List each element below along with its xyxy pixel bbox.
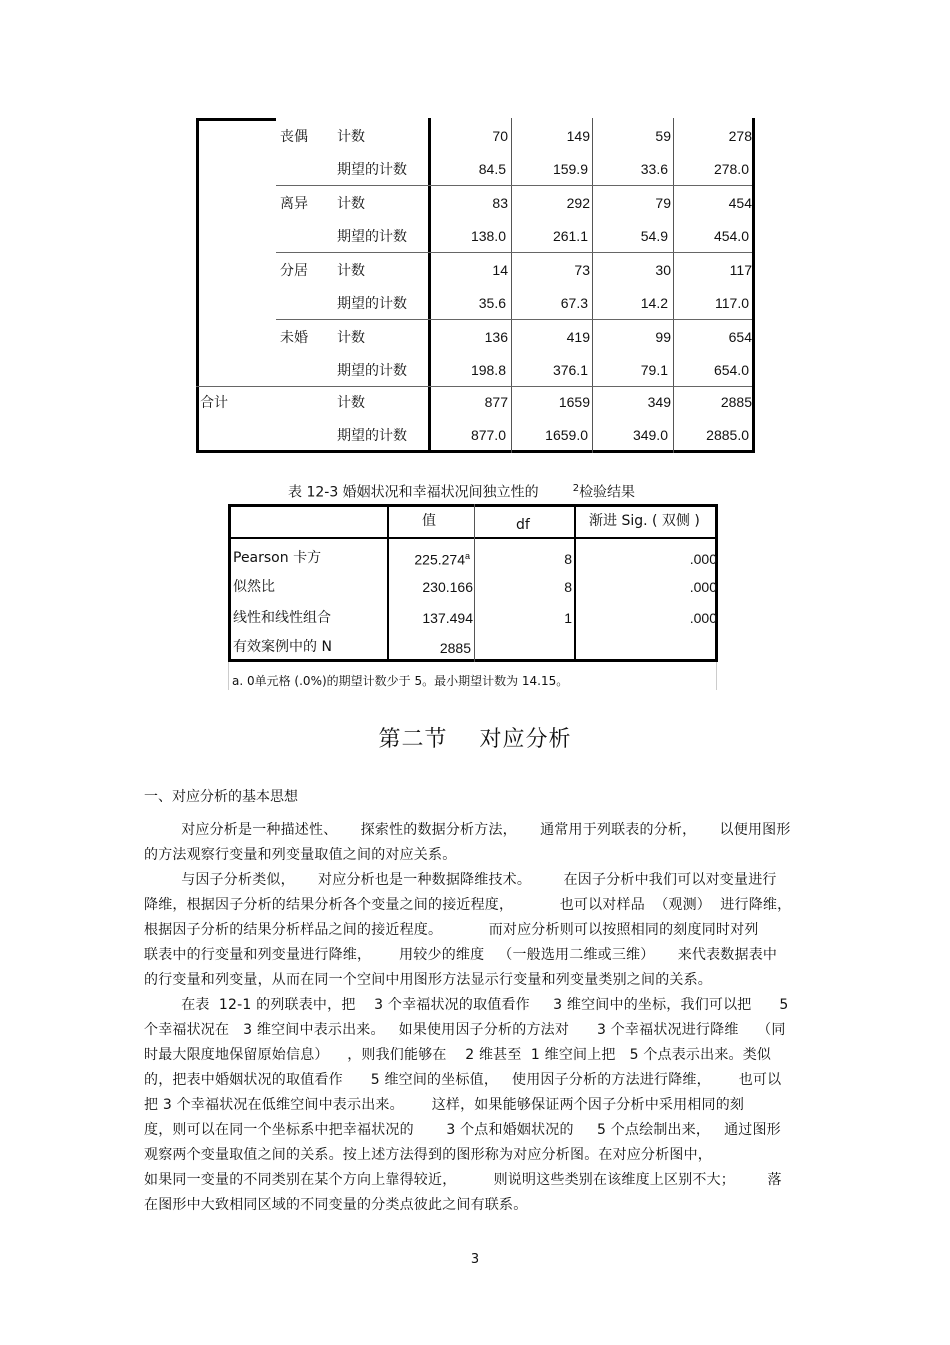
count-label: 计数 bbox=[337, 330, 365, 346]
stat-label: 线性和线性组合 bbox=[233, 610, 331, 626]
stat-label: 似然比 bbox=[233, 579, 275, 595]
table-cell: 35.6 bbox=[478, 295, 506, 311]
stat-value: 2885 bbox=[439, 640, 471, 656]
table-cell: 278 bbox=[728, 128, 752, 144]
table-bottom-rule bbox=[196, 450, 755, 453]
table-cell: 419 bbox=[566, 329, 590, 345]
table-cell: 877 bbox=[484, 394, 508, 410]
total-label: 合计 bbox=[200, 395, 228, 411]
text-line: 在表 12-1 的列联表中，把 3 个幸福状况的取值看作 3 维空间中的坐标，我们可以把 5 bbox=[144, 997, 789, 1013]
table-left-rule bbox=[196, 118, 199, 453]
table-cell: 1659.0 bbox=[545, 427, 588, 443]
expected-label: 期望的计数 bbox=[337, 428, 407, 444]
table-cell: 14.2 bbox=[640, 295, 668, 311]
section-title: 第二节 对应分析 bbox=[378, 727, 572, 752]
table-cell: 79 bbox=[655, 195, 671, 211]
table-cell: 33.6 bbox=[640, 161, 668, 177]
table-cell: 67.3 bbox=[560, 295, 588, 311]
text-line: 的方法观察行变量和列变量取值之间的对应关系。 bbox=[144, 847, 457, 863]
table-footnote: a. 0单元格 (.0%)的期望计数少于 5。最小期望计数为 14.15。 bbox=[232, 674, 569, 688]
text-line: 个幸福状况在 3 维空间中表示出来。 如果使用因子分析的方法对 3 个幸福状况进行降维 （同 bbox=[144, 1022, 786, 1038]
table-cell: 84.5 bbox=[478, 161, 506, 177]
caption-text: 表 12-3 婚姻状况和幸福状况间独立性的 bbox=[288, 484, 539, 501]
text-line: 的行变量和列变量，从而在同一个空间中用图形方法显示行变量和列变量类别之间的关系。 bbox=[144, 972, 712, 988]
footnote-marker: a bbox=[464, 551, 470, 561]
caption-superscript: 2 bbox=[572, 483, 580, 494]
table-cell: 117 bbox=[729, 262, 752, 278]
table-cell: 278.0 bbox=[713, 161, 749, 177]
row-group-label: 分居 bbox=[280, 263, 308, 279]
stat-df: 1 bbox=[564, 610, 572, 626]
text-line: 对应分析是一种描述性、 探索性的数据分析方法， 通常用于列联表的分析， 以便用图形 bbox=[144, 822, 791, 838]
table-cell: 654 bbox=[728, 329, 752, 345]
table-cell: 376.1 bbox=[552, 362, 588, 378]
text-line: 时最大限度地保留原始信息） ，则我们能够在 2 维甚至 1 维空间上把 5 个点表示出来。类似 bbox=[144, 1047, 772, 1063]
table-cell: 261.1 bbox=[552, 228, 588, 244]
table-caption bbox=[288, 480, 635, 502]
text-line: 联表中的行变量和列变量进行降维， 用较少的维度 （一般选用二维或三维） 来代表数据表中 bbox=[144, 947, 778, 963]
table-cell: 2885.0 bbox=[706, 427, 749, 443]
stat-sig: .000 bbox=[689, 551, 717, 567]
table-cell: 654.0 bbox=[713, 362, 749, 378]
caption-text-end: 检验结果 bbox=[579, 484, 636, 501]
table-cell: 1659 bbox=[558, 394, 590, 410]
stat-value-text: 225.274 bbox=[414, 551, 465, 568]
stat-df: 8 bbox=[564, 551, 572, 567]
text-line: 的，把表中婚姻状况的取值看作 5 维空间的坐标值， 使用因子分析的方法进行降维， 也可以 bbox=[144, 1072, 782, 1088]
table-cell: 30 bbox=[655, 262, 671, 278]
table-cell: 136 bbox=[484, 329, 508, 345]
table-cell: 54.9 bbox=[640, 228, 668, 244]
table-cell: 159.9 bbox=[552, 161, 588, 177]
stat-value bbox=[390, 551, 470, 568]
text-line: 在图形中大致相同区域的不同变量的分类点彼此之间有联系。 bbox=[144, 1197, 528, 1213]
stat-value: 230.166 bbox=[422, 579, 473, 595]
table-cell: 877.0 bbox=[470, 427, 506, 443]
expected-label: 期望的计数 bbox=[337, 229, 407, 245]
table-cell: 149 bbox=[566, 128, 590, 144]
header-df: df bbox=[516, 517, 530, 533]
header-sig: 渐进 Sig. ( 双侧 ) bbox=[589, 513, 700, 529]
table-cell: 83 bbox=[492, 195, 508, 211]
table-cell: 198.8 bbox=[470, 362, 506, 378]
count-label: 计数 bbox=[337, 129, 365, 145]
count-label: 计数 bbox=[337, 263, 365, 279]
table-top-rule bbox=[196, 118, 276, 121]
expected-label: 期望的计数 bbox=[337, 363, 407, 379]
text-line: 把 3 个幸福状况在低维空间中表示出来。 这样，如果能够保证两个因子分析中采用相同的刻 bbox=[144, 1097, 745, 1113]
table-cell: 73 bbox=[574, 262, 590, 278]
count-label: 计数 bbox=[337, 395, 365, 411]
text-line: 降维，根据因子分析的结果分析各个变量之间的接近程度， 也可以对样品 （观测） 进行降维， bbox=[144, 897, 792, 913]
table-cell: 117.0 bbox=[715, 295, 749, 311]
table-cell: 14 bbox=[492, 262, 508, 278]
table-cell: 349.0 bbox=[632, 427, 668, 443]
table-cell: 454.0 bbox=[713, 228, 749, 244]
text-line: 根据因子分析的结果分析样品之间的接近程度。 而对应分析则可以按照相同的刻度同时对列 bbox=[144, 922, 759, 938]
text-line: 观察两个变量取值之间的关系。按上述方法得到的图形称为对应分析图。在对应分析图中， bbox=[144, 1147, 712, 1163]
row-group-label: 离异 bbox=[280, 196, 308, 212]
page-number: 3 bbox=[470, 1252, 480, 1267]
row-group-label: 丧偶 bbox=[280, 129, 308, 145]
stat-df: 8 bbox=[564, 579, 572, 595]
stat-label: Pearson 卡方 bbox=[233, 550, 322, 566]
table-cell: 59 bbox=[655, 128, 671, 144]
expected-label: 期望的计数 bbox=[337, 296, 407, 312]
table-cell: 70 bbox=[492, 128, 508, 144]
stat-value: 137.494 bbox=[422, 610, 473, 626]
stat-sig: .000 bbox=[689, 579, 717, 595]
text-line: 如果同一变量的不同类别在某个方向上靠得较近， 则说明这些类别在该维度上区别不大； 落 bbox=[144, 1172, 782, 1188]
table-cell: 349 bbox=[647, 394, 671, 410]
row-group-label: 未婚 bbox=[280, 330, 308, 346]
header-value: 值 bbox=[422, 513, 436, 529]
text-line: 与因子分析类似， 对应分析也是一种数据降维技术。 在因子分析中我们可以对变量进行 bbox=[144, 872, 777, 888]
table-cell: 2885 bbox=[720, 394, 752, 410]
table-cell: 454 bbox=[728, 195, 752, 211]
count-label: 计数 bbox=[337, 196, 365, 212]
expected-label: 期望的计数 bbox=[337, 162, 407, 178]
table-cell: 79.1 bbox=[640, 362, 668, 378]
stat-sig: .000 bbox=[689, 610, 717, 626]
table-cell: 138.0 bbox=[470, 228, 506, 244]
table-cell: 99 bbox=[655, 329, 671, 345]
stat-label: 有效案例中的 N bbox=[233, 639, 332, 655]
table-cell: 292 bbox=[566, 195, 590, 211]
text-line: 度，则可以在同一个坐标系中把幸福状况的 3 个点和婚姻状况的 5 个点绘制出来， 通过图形 bbox=[144, 1122, 781, 1138]
subheading: 一、对应分析的基本思想 bbox=[144, 789, 298, 805]
table-right-rule bbox=[752, 118, 755, 453]
